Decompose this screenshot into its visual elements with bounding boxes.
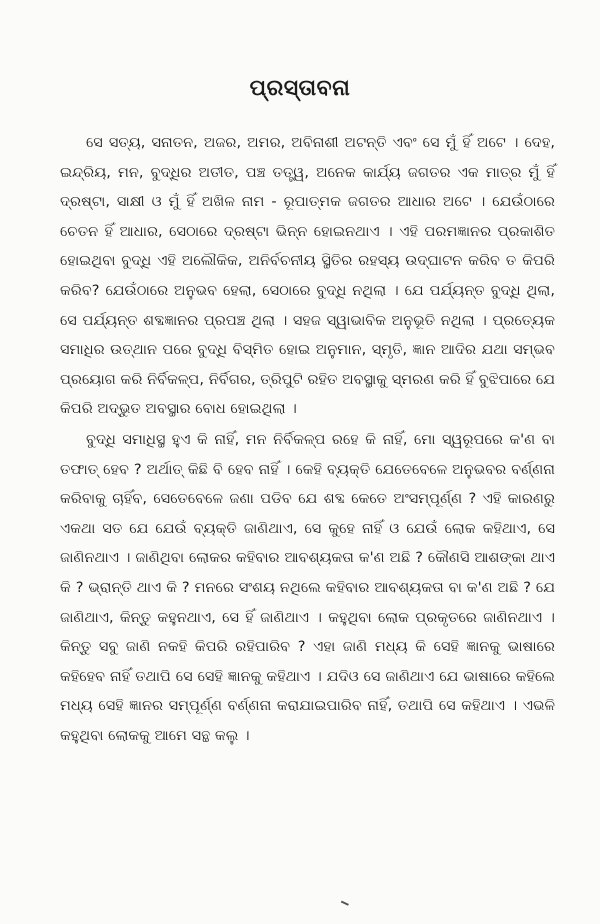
page-mark <box>339 901 349 910</box>
page-title: ପ୍ରସ୍ତାବନା <box>249 76 351 101</box>
paragraph-2: ବୁଦ୍ଧି ସମାଧିସ୍ଥ ହୁଏ କି ନାହିଁ, ମନ ନିର୍ବିକଳ୍ପ ରହେ କି ନାହିଁ, ମୋ ସ୍ୱରୂପରେ କ'ଣ ବା ତଫାତ୍ ହେବ ? ଅର୍ଥାତ୍ କିଛି ବି ହେବ ନାହିଁ । କେହି ବ୍ୟକ୍ତି ଯେତେବେଳେ ଅନୁଭବର ବର୍ଣ୍ଣନା କରିବାକୁ ଚାହିଁବ, ସେତେବେଳେ ଜଣା ପଡିବ ଯେ ଶବ୍ଦ କେତେ ଅଂସମ୍ପୂର୍ଣ୍ଣ ? ଏହି କାରଣରୁ ଏକଥା ସତ ଯେ ଯେଉଁ ବ୍ୟକ୍ତି ଜାଣିଥାଏ, ସେ କୁହେ ନାହିଁ ଓ ଯେଉଁ ଲୋକ କହିଥାଏ, ସେ ଜାଣିନଥାଏ । ଜାଣିଥିବା ଲୋକର କହିବାର ଆବଶ୍ୟକତା କ'ଣ ଅଛି ? କୌଣସି ଆଶଙ୍କା ଥାଏ କି ? ଭ୍ରାନ୍ତି ଥାଏ କି ? ମନରେ ସଂଶୟ ନଥିଲେ କହିବାର ଆବଶ୍ୟକତା ବା କ'ଣ ଅଛି ? ଯେ ଜାଣିଥାଏ, କିନ୍ତୁ କହୁନଥାଏ, ସେ ହିଁ ଜାଣିଥାଏ । କହୁଥିବା ଲୋକ ପ୍ରକୃତରେ ଜାଣିନଥାଏ । କିନ୍ତୁ ସବୁ ଜାଣି ନକହି କିପରି ରହିପାରିବ ? ଏହା ଜାଣି ମଧ୍ୟ କି ସେହି ଜ୍ଞାନକୁ ଭାଷାରେ କହିହେବ ନାହିଁ ତଥାପି ସେ ସେହି ଜ୍ଞାନକୁ କହିଥାଏ । ଯଦିଓ ସେ ଜାଣିଥାଏ ଯେ ଭାଷାରେ କହିଲେ ମଧ୍ୟ ସେହି ଜ୍ଞାନର ସମ୍ପୂର୍ଣ୍ଣ ବର୍ଣ୍ଣନା କରାଯାଇପାରିବ ନାହିଁ, ତଥାପି ସେ କହିଥାଏ । ଏଭଳି କହୁଥିବା ଲୋକକୁ ଆମେ ସନ୍ଥ କଲୁ । <box>60 430 555 744</box>
paragraph-1: ସେ ସତ୍ୟ, ସନାତନ, ଅଜର, ଅମର, ଅବିନାଶୀ ଅଟନ୍ତି ଏବଂ ସେ ମୁଁ ହିଁ ଅଟେ । ଦେହ, ଇନ୍ଦ୍ରିୟ, ମନ, ବୁଦ୍ଧିର ଅତୀତ, ପଞ୍ଚ ତତ୍ତ୍ୱ, ଅନେକ କାର୍ଯ୍ୟ ଜଗତର ଏକ ମାତ୍ର ମୁଁ ହିଁ ଦ୍ରଷ୍ଟା, ସାକ୍ଷୀ ଓ ମୁଁ ହିଁ ଅଖିଳ ନାମ - ରୂପାତ୍ମକ ଜଗତର ଆଧାର ଅଟେ । ଯେଉଁଠାରେ ଚେତନ ହିଁ ଆଧାର, ସେଠାରେ ଦ୍ରଷ୍ଟା ଭିନ୍ନ ହୋଇନଥାଏ । ଏହି ପରମଜ୍ଞାନର ପ୍ରକାଶିତ ହୋଇଥିବା ବୁଦ୍ଧି ଏହି ଅଲୌକିକ, ଅନିର୍ବଚନୀୟ ସ୍ଥିତିର ରହସ୍ୟ ଉଦ୍‌ଘାଟନ କରିବ ତ କିପରି କରିବ? ଯେଉଁଠାରେ ଅନୁଭବ ହେଲା, ସେଠାରେ ବୁଦ୍ଧି ନଥିଲା । ଯେ ପର୍ଯ୍ୟନ୍ତ ବୁଦ୍ଧି ଥିଲା, ସେ ପର୍ଯ୍ୟନ୍ତ ଶବ୍ଦଜ୍ଞାନର ପ୍ରପଞ୍ଚ ଥିଲା । ସହଜ ସ୍ୱାଭାବିକ ଅନୁଭୂତି ନଥିଲା । ପ୍ରତ୍ୟେକ ସମାଧିର ଉତ୍‌ଥାନ ପରେ ବୁଦ୍ଧି ବିସ୍ମିତ ହୋଇ ଅନୁମାନ, ସ୍ମୃତି, ଜ୍ଞାନ ଆଦିର ଯଥା ସମ୍ଭବ ପ୍ରୟୋଗ କରି ନିର୍ବିକଳ୍ପ, ନିର୍ବିଗର, ତ୍ରିପୁଟି ରହିତ ଅବସ୍ଥାକୁ ସ୍ମରଣ କରି ହିଁ ବୁଝିପାରେ ଯେ କିପରି ଅଦ୍ଭୁତ ଅବସ୍ଥାର ବୋଧ ହୋଇଥିଲା । <box>60 134 555 418</box>
page-body <box>60 128 555 750</box>
